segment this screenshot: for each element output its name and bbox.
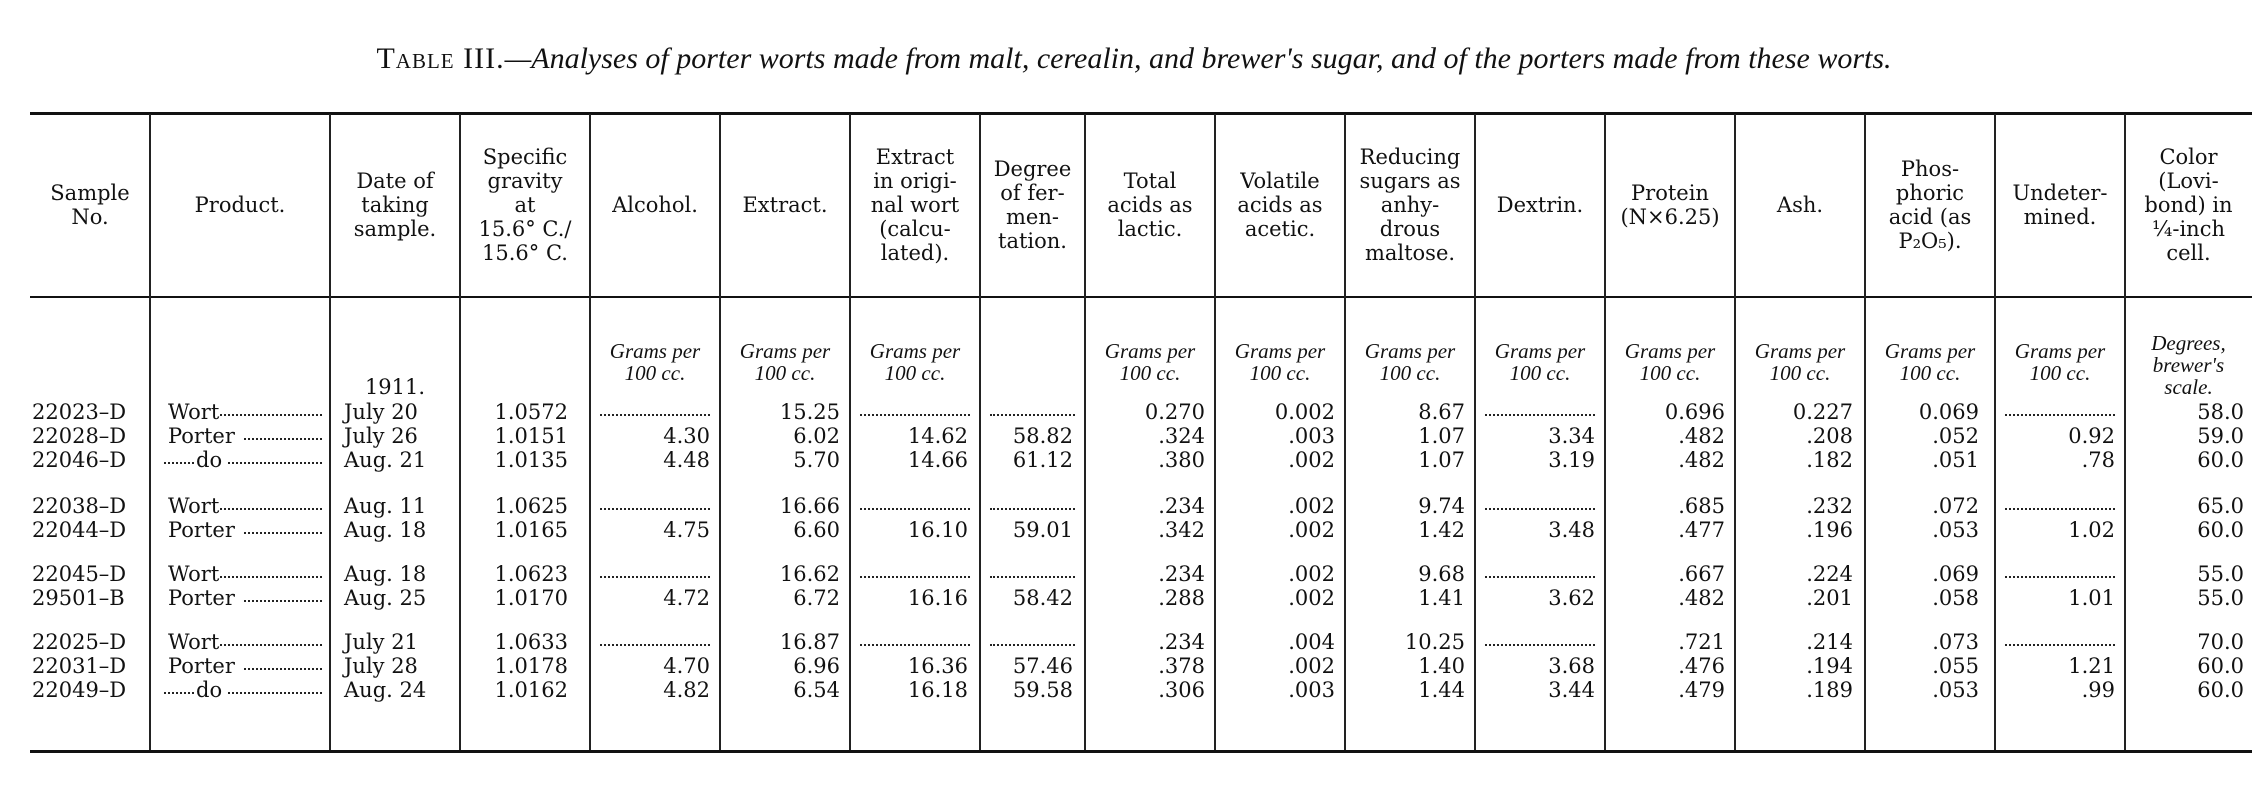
cell-product: Porter [168, 518, 235, 542]
unit-label: Grams per 100 cc. [1104, 339, 1196, 385]
leader-dots [990, 392, 1075, 416]
cell-alcohol: 4.70 [663, 654, 710, 678]
row-group [0, 400, 2268, 472]
table-row [0, 562, 2268, 586]
leader-dots [990, 622, 1075, 646]
leader-dots [2005, 486, 2115, 510]
cell-sample: 22028–D [32, 424, 127, 448]
year-label: 1911. [364, 375, 426, 399]
cell-dextrin: 3.19 [1548, 448, 1595, 472]
cell-undet: 0.92 [2068, 424, 2115, 448]
cell-extract: 16.87 [779, 630, 840, 654]
cell-volatile: .002 [1288, 586, 1335, 610]
cell-product: Porter [168, 424, 235, 448]
cell-degree: 59.01 [1012, 518, 1073, 542]
leader-dots [2005, 622, 2115, 646]
table-caption [0, 42, 2268, 76]
table-row [0, 448, 2268, 472]
cell-total_acids: .306 [1158, 678, 1205, 702]
cell-sugars: 1.07 [1418, 448, 1465, 472]
leader-dots [1485, 486, 1595, 510]
cell-ash: .196 [1806, 518, 1853, 542]
header-ash: Ash. [1776, 193, 1824, 217]
leader-dots [244, 510, 322, 534]
cell-dextrin: 3.44 [1548, 678, 1595, 702]
cell-product: Porter [168, 586, 235, 610]
cell-sugars: 9.68 [1418, 562, 1465, 586]
cell-color: 60.0 [2197, 678, 2244, 702]
cell-sg: 1.0151 [494, 424, 568, 448]
cell-phos: .052 [1932, 424, 1979, 448]
header-dextrin: Dextrin. [1496, 193, 1584, 217]
cell-sample: 22046–D [32, 448, 127, 472]
unit-label: Grams per 100 cc. [1234, 339, 1326, 385]
cell-sg: 1.0165 [494, 518, 568, 542]
cell-protein: .482 [1678, 424, 1725, 448]
cell-color: 59.0 [2197, 424, 2244, 448]
cell-protein: .667 [1678, 562, 1725, 586]
leader-dots [228, 440, 322, 464]
cell-volatile: .002 [1288, 494, 1335, 518]
cell-date: July 20 [344, 400, 418, 424]
cell-color: 65.0 [2197, 494, 2244, 518]
unit-label: Grams per 100 cc. [869, 339, 961, 385]
cell-color: 55.0 [2197, 562, 2244, 586]
cell-volatile: .002 [1288, 654, 1335, 678]
cell-extract: 6.60 [793, 518, 840, 542]
cell-total_acids: 0.270 [1144, 400, 1205, 424]
cell-undet: 1.01 [2068, 586, 2115, 610]
cell-color: 60.0 [2197, 448, 2244, 472]
cell-product: Wort [168, 630, 220, 654]
cell-color: 55.0 [2197, 586, 2244, 610]
cell-ash: 0.227 [1792, 400, 1853, 424]
cell-product: do [196, 678, 223, 702]
table-row [0, 678, 2268, 702]
cell-sample: 29501–B [32, 586, 125, 610]
cell-orig: 14.62 [907, 424, 968, 448]
cell-degree: 57.46 [1012, 654, 1073, 678]
top-rule [30, 112, 2252, 115]
cell-date: July 28 [344, 654, 418, 678]
leader-dots [600, 392, 710, 416]
cell-volatile: .004 [1288, 630, 1335, 654]
cell-total_acids: .234 [1158, 630, 1205, 654]
cell-color: 70.0 [2197, 630, 2244, 654]
leader-dots [990, 486, 1075, 510]
table-row [0, 630, 2268, 654]
cell-sample: 22045–D [32, 562, 127, 586]
header-rule [30, 296, 2252, 298]
cell-product: do [196, 448, 223, 472]
cell-total_acids: .234 [1158, 562, 1205, 586]
cell-color: 60.0 [2197, 518, 2244, 542]
unit-label: Grams per 100 cc. [1884, 339, 1976, 385]
cell-ash: .182 [1806, 448, 1853, 472]
cell-dextrin: 3.48 [1548, 518, 1595, 542]
header-total-acids: Total acids as lactic. [1107, 169, 1193, 241]
cell-volatile: .002 [1288, 448, 1335, 472]
cell-total_acids: .378 [1158, 654, 1205, 678]
cell-degree: 58.42 [1012, 586, 1073, 610]
cell-undet: 1.02 [2068, 518, 2115, 542]
leader-dots [220, 554, 322, 578]
cell-ash: .194 [1806, 654, 1853, 678]
cell-protein: .482 [1678, 448, 1725, 472]
leader-dots [244, 578, 322, 602]
color-unit-label: Degrees, brewer's scale. [2151, 331, 2226, 399]
cell-total_acids: .380 [1158, 448, 1205, 472]
leader-dots [2005, 392, 2115, 416]
cell-orig: 16.16 [907, 586, 968, 610]
cell-sg: 1.0625 [494, 494, 568, 518]
cell-protein: 0.696 [1664, 400, 1725, 424]
cell-sg: 1.0170 [494, 586, 568, 610]
cell-ash: .208 [1806, 424, 1853, 448]
row-group [0, 630, 2268, 702]
cell-total_acids: .342 [1158, 518, 1205, 542]
cell-date: Aug. 18 [344, 518, 427, 542]
cell-phos: .053 [1932, 518, 1979, 542]
leader-dots [600, 554, 710, 578]
table-title: —Analyses of porter worts made from malt, cerealin, and brewer's sugar, and of the porters made from these worts. [504, 42, 1892, 75]
table-row [0, 518, 2268, 542]
cell-date: Aug. 25 [344, 586, 427, 610]
cell-phos: 0.069 [1918, 400, 1979, 424]
table-row [0, 494, 2268, 518]
cell-sample: 22044–D [32, 518, 127, 542]
cell-sample: 22023–D [32, 400, 127, 424]
leader-dots [164, 440, 194, 464]
cell-sg: 1.0162 [494, 678, 568, 702]
unit-label: Grams per 100 cc. [2014, 339, 2106, 385]
cell-protein: .477 [1678, 518, 1725, 542]
cell-volatile: .002 [1288, 562, 1335, 586]
header-sample-no: Sample No. [50, 181, 130, 229]
cell-total_acids: .234 [1158, 494, 1205, 518]
cell-undet: 1.21 [2068, 654, 2115, 678]
cell-volatile: .002 [1288, 518, 1335, 542]
cell-alcohol: 4.48 [663, 448, 710, 472]
cell-sugars: 1.07 [1418, 424, 1465, 448]
cell-sg: 1.0633 [494, 630, 568, 654]
header-product: Product. [194, 193, 286, 217]
header-reducing-sugars: Reducing sugars as anhy- drous maltose. [1359, 145, 1461, 265]
cell-protein: .479 [1678, 678, 1725, 702]
leader-dots [244, 646, 322, 670]
leader-dots [220, 392, 322, 416]
cell-dextrin: 3.68 [1548, 654, 1595, 678]
cell-sugars: 1.42 [1418, 518, 1465, 542]
cell-date: July 21 [344, 630, 418, 654]
leader-dots [1485, 622, 1595, 646]
table-label: Table III. [376, 42, 505, 75]
cell-sg: 1.0135 [494, 448, 568, 472]
cell-protein: .482 [1678, 586, 1725, 610]
cell-extract: 6.72 [793, 586, 840, 610]
leader-dots [244, 416, 322, 440]
cell-phos: .069 [1932, 562, 1979, 586]
cell-color: 60.0 [2197, 654, 2244, 678]
leader-dots [860, 486, 970, 510]
cell-protein: .476 [1678, 654, 1725, 678]
cell-extract: 5.70 [793, 448, 840, 472]
cell-date: July 26 [344, 424, 418, 448]
cell-undet: .99 [2081, 678, 2115, 702]
cell-extract: 16.66 [779, 494, 840, 518]
cell-degree: 59.58 [1012, 678, 1073, 702]
cell-sample: 22031–D [32, 654, 127, 678]
leader-dots [220, 622, 322, 646]
cell-extract: 6.02 [793, 424, 840, 448]
leader-dots [860, 392, 970, 416]
cell-phos: .051 [1932, 448, 1979, 472]
cell-sg: 1.0572 [494, 400, 568, 424]
cell-sg: 1.0623 [494, 562, 568, 586]
cell-undet: .78 [2081, 448, 2115, 472]
header-extract: Extract. [742, 193, 828, 217]
table-row [0, 586, 2268, 610]
leader-dots [600, 622, 710, 646]
unit-label: Grams per 100 cc. [609, 339, 701, 385]
cell-orig: 16.18 [907, 678, 968, 702]
cell-alcohol: 4.30 [663, 424, 710, 448]
header-protein: Protein (N×6.25) [1620, 181, 1720, 229]
cell-degree: 61.12 [1012, 448, 1073, 472]
cell-volatile: .003 [1288, 678, 1335, 702]
header-color: Color (Lovi- bond) in ¼-inch cell. [2144, 145, 2233, 265]
cell-sample: 22049–D [32, 678, 127, 702]
cell-sugars: 1.44 [1418, 678, 1465, 702]
unit-label: Grams per 100 cc. [1364, 339, 1456, 385]
cell-protein: .721 [1678, 630, 1725, 654]
leader-dots [1485, 392, 1595, 416]
cell-dextrin: 3.34 [1548, 424, 1595, 448]
cell-product: Wort [168, 562, 220, 586]
cell-ash: .214 [1806, 630, 1853, 654]
cell-alcohol: 4.82 [663, 678, 710, 702]
cell-phos: .053 [1932, 678, 1979, 702]
table-row [0, 654, 2268, 678]
cell-ash: .189 [1806, 678, 1853, 702]
table-row [0, 424, 2268, 448]
cell-product: Porter [168, 654, 235, 678]
cell-phos: .073 [1932, 630, 1979, 654]
cell-extract: 6.54 [793, 678, 840, 702]
cell-ash: .232 [1806, 494, 1853, 518]
header-phosphoric-acid: Phos- phoric acid (as P₂O₅). [1888, 157, 1972, 253]
leader-dots [228, 670, 322, 694]
leader-dots [1485, 554, 1595, 578]
cell-extract: 15.25 [779, 400, 840, 424]
cell-total_acids: .324 [1158, 424, 1205, 448]
cell-volatile: .003 [1288, 424, 1335, 448]
cell-sugars: 1.40 [1418, 654, 1465, 678]
cell-sugars: 1.41 [1418, 586, 1465, 610]
cell-product: Wort [168, 400, 220, 424]
leader-dots [220, 486, 322, 510]
header-volatile-acids: Volatile acids as acetic. [1237, 169, 1323, 241]
cell-ash: .224 [1806, 562, 1853, 586]
cell-alcohol: 4.72 [663, 586, 710, 610]
unit-label: Grams per 100 cc. [1624, 339, 1716, 385]
cell-degree: 58.82 [1012, 424, 1073, 448]
cell-sg: 1.0178 [494, 654, 568, 678]
cell-orig: 16.10 [907, 518, 968, 542]
cell-color: 58.0 [2197, 400, 2244, 424]
row-group [0, 494, 2268, 542]
cell-volatile: 0.002 [1274, 400, 1335, 424]
cell-sample: 22038–D [32, 494, 127, 518]
cell-orig: 16.36 [907, 654, 968, 678]
cell-protein: .685 [1678, 494, 1725, 518]
cell-total_acids: .288 [1158, 586, 1205, 610]
cell-ash: .201 [1806, 586, 1853, 610]
cell-alcohol: 4.75 [663, 518, 710, 542]
leader-dots [600, 486, 710, 510]
cell-extract: 16.62 [779, 562, 840, 586]
cell-date: Aug. 11 [344, 494, 427, 518]
header-extract-original: Extract in origi- nal wort (calcu- lated). [870, 145, 960, 265]
bottom-rule [30, 750, 2252, 753]
cell-product: Wort [168, 494, 220, 518]
cell-extract: 6.96 [793, 654, 840, 678]
header-degree-fermentation: Degree of fer- men- tation. [993, 157, 1072, 253]
header-date: Date of taking sample. [353, 169, 437, 241]
cell-date: Aug. 24 [344, 678, 427, 702]
cell-phos: .072 [1932, 494, 1979, 518]
cell-sugars: 8.67 [1418, 400, 1465, 424]
leader-dots [860, 554, 970, 578]
cell-sample: 22025–D [32, 630, 127, 654]
header-undetermined: Undeter- mined. [2012, 181, 2108, 229]
cell-sugars: 9.74 [1418, 494, 1465, 518]
header-alcohol: Alcohol. [612, 193, 698, 217]
leader-dots [164, 670, 194, 694]
cell-dextrin: 3.62 [1548, 586, 1595, 610]
leader-dots [990, 554, 1075, 578]
cell-phos: .058 [1932, 586, 1979, 610]
leader-dots [2005, 554, 2115, 578]
unit-label: Grams per 100 cc. [1494, 339, 1586, 385]
unit-label: Grams per 100 cc. [1754, 339, 1846, 385]
cell-date: Aug. 21 [344, 448, 427, 472]
leader-dots [860, 622, 970, 646]
table-row [0, 400, 2268, 424]
cell-orig: 14.66 [907, 448, 968, 472]
row-group [0, 562, 2268, 610]
cell-phos: .055 [1932, 654, 1979, 678]
header-specific-gravity: Specific gravity at 15.6° C./ 15.6° C. [478, 145, 572, 265]
cell-sugars: 10.25 [1404, 630, 1465, 654]
unit-label: Grams per 100 cc. [739, 339, 831, 385]
cell-date: Aug. 18 [344, 562, 427, 586]
